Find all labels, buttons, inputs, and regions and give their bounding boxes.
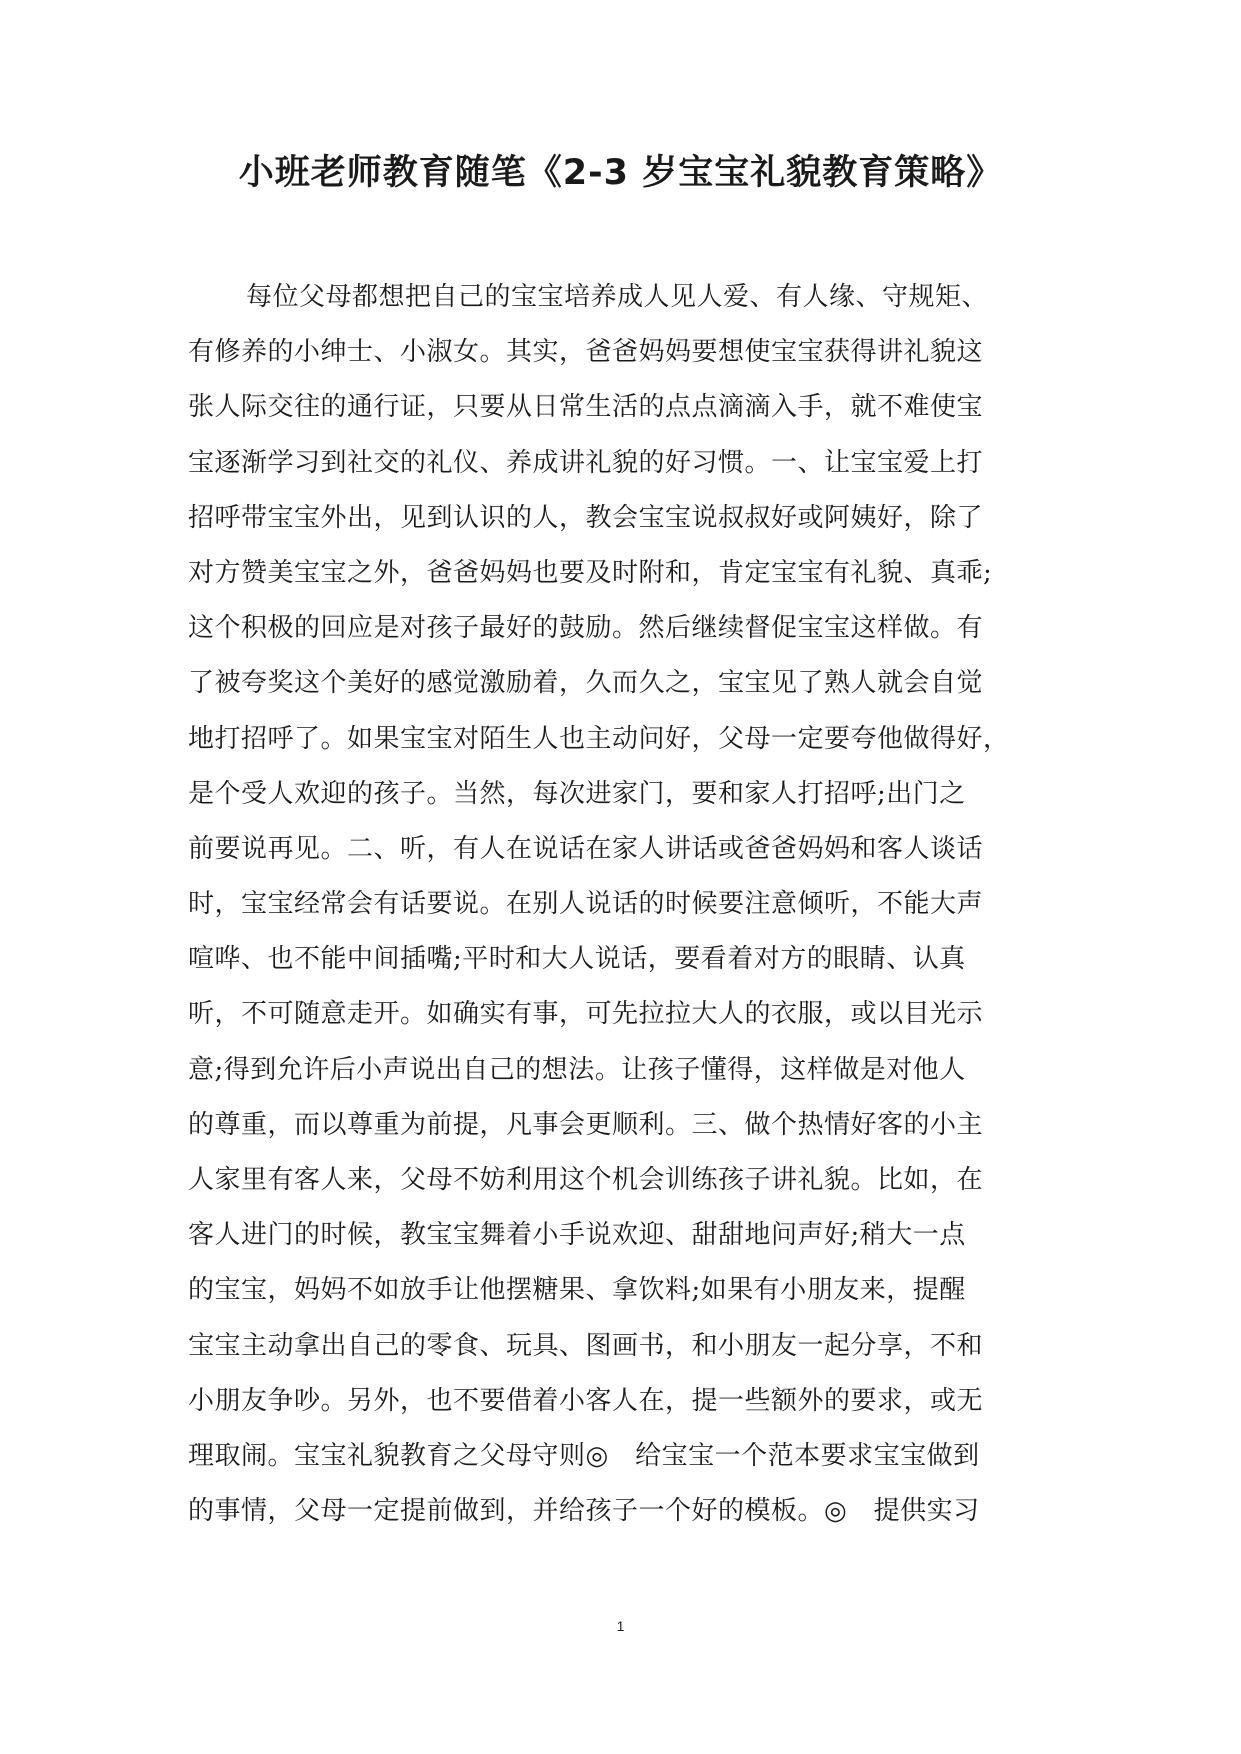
page-number: 1	[616, 1618, 625, 1634]
body-line: 这个积极的回应是对孩子最好的鼓励。然后继续督促宝宝这样做。有	[188, 613, 984, 644]
document-title: 小班老师教育随笔《2-3 岁宝宝礼貌教育策略》	[238, 153, 1003, 193]
body-line: 是个受人欢迎的孩子。当然，每次进家门，要和家人打招呼;出门之	[188, 778, 966, 809]
body-line: 时，宝宝经常会有话要说。在别人说话的时候要注意倾听，不能大声	[188, 889, 984, 920]
body-line: 每位父母都想把自己的宝宝培养成人见人爱、有人缘、守规矩、	[246, 282, 989, 312]
body-line: 听，不可随意走开。如确实有事，可先拉拉大人的衣服，或以目光示	[188, 999, 984, 1030]
document-body	[188, 270, 1058, 1539]
body-line: 客人进门的时候，教宝宝舞着小手说欢迎、甜甜地问声好;稍大一点	[188, 1220, 966, 1251]
body-line: 有修养的小绅士、小淑女。其实，爸爸妈妈要想使宝宝获得讲礼貌这	[188, 337, 984, 368]
body-line: 对方赞美宝宝之外，爸爸妈妈也要及时附和，肯定宝宝有礼貌、真乖;	[188, 557, 993, 588]
body-line: 宝宝主动拿出自己的零食、玩具、图画书，和小朋友一起分享，不和	[188, 1330, 984, 1361]
body-line: 小朋友争吵。另外，也不要借着小客人在，提一些额外的要求，或无	[188, 1385, 984, 1416]
body-line: 前要说再见。二、听，有人在说话在家人讲话或爸爸妈妈和客人谈话	[188, 833, 984, 864]
body-line: 理取闹。宝宝礼貌教育之父母守则◎ 给宝宝一个范本要求宝宝做到	[188, 1440, 980, 1471]
body-line: 地打招呼了。如果宝宝对陌生人也主动问好，父母一定要夸他做得好，	[188, 723, 1010, 754]
body-line: 喧哗、也不能中间插嘴;平时和大人说话，要看着对方的眼睛、认真	[188, 944, 966, 975]
body-line: 招呼带宝宝外出，见到认识的人，教会宝宝说叔叔好或阿姨好，除了	[188, 502, 984, 533]
body-line: 的事情，父母一定提前做到，并给孩子一个好的模板。◎ 提供实习	[188, 1496, 980, 1527]
body-line: 的尊重，而以尊重为前提，凡事会更顺利。三、做个热情好客的小主	[188, 1109, 984, 1140]
body-line: 宝逐渐学习到社交的礼仪、养成讲礼貌的好习惯。一、让宝宝爱上打	[188, 447, 984, 478]
body-line: 了被夸奖这个美好的感觉激励着，久而久之，宝宝见了熟人就会自觉	[188, 668, 984, 699]
body-line: 的宝宝，妈妈不如放手让他摆糖果、拿饮料;如果有小朋友来，提醒	[188, 1275, 966, 1306]
body-line: 张人际交往的通行证，只要从日常生活的点点滴滴入手，就不难使宝	[188, 392, 984, 423]
body-line: 人家里有客人来，父母不妨利用这个机会训练孩子讲礼貌。比如，在	[188, 1165, 984, 1195]
body-line: 意;得到允许后小声说出自己的想法。让孩子懂得，这样做是对他人	[188, 1054, 966, 1085]
